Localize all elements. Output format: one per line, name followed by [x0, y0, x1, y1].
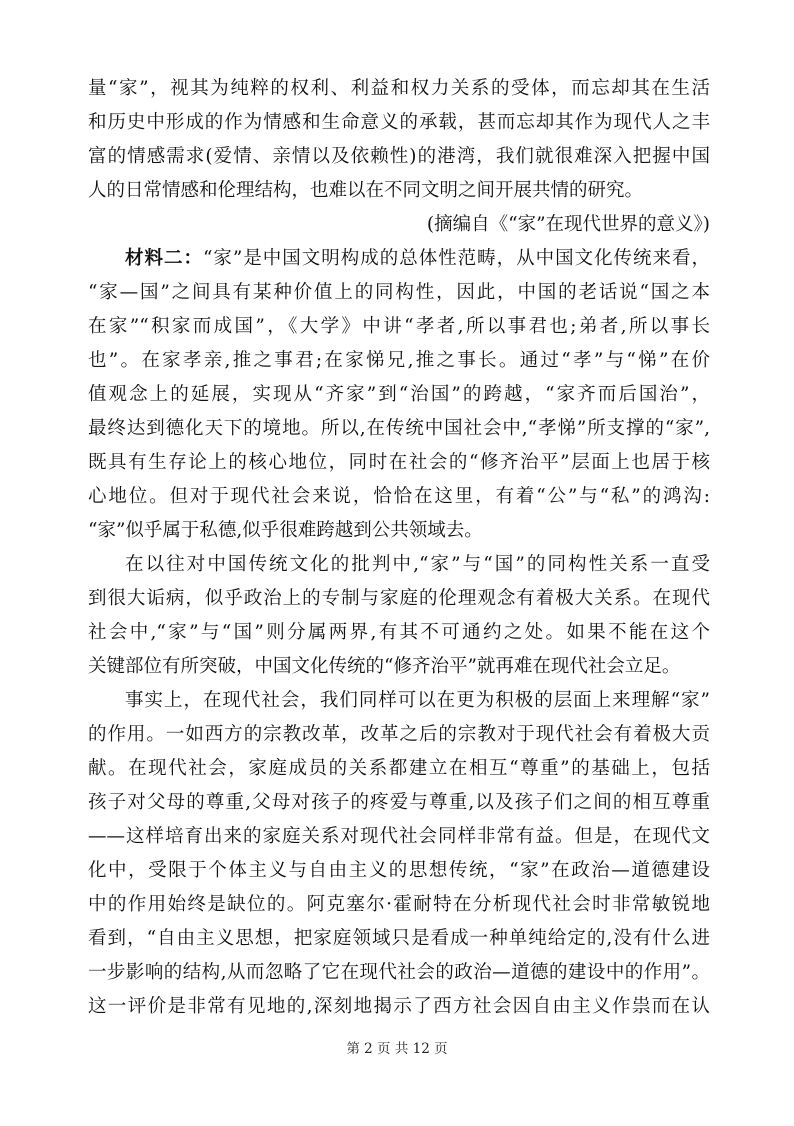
body-text [88, 72, 710, 1024]
text-line: 这一评价是非常有见地的,深刻地揭示了西方社会因自由主义作祟而在认 [88, 996, 710, 1017]
citation: (摘编自《“家”在现代世界的意义》) [426, 214, 710, 235]
material-label: 材料二： [125, 248, 203, 269]
text-line: 和历史中形成的作为情感和生命意义的承载，甚而忘却其作为现代人之丰 [88, 112, 710, 133]
text-line: 值观念上的延展，实现从“齐家”到“治国”的跨越，“家齐而后国治”， [88, 384, 710, 405]
text-line: 在以往对中国传统文化的批判中,“家”与“国”的同构性关系一直受 [125, 554, 710, 575]
text-run: “家”是中国文明构成的总体性范畴，从中国文化传统来看， [202, 248, 710, 269]
text-line: 既具有生存论上的核心地位，同时在社会的“修齐治平”层面上也居于核 [88, 452, 710, 473]
text-line: 社会中,“家”与“国”则分属两界,有其不可通约之处。如果不能在这个 [88, 622, 710, 643]
paragraph-3 [88, 548, 710, 684]
text-line: 的作用。一如西方的宗教改革，改革之后的宗教对于现代社会有着极大贡 [88, 724, 710, 745]
text-line: “家—国”之间具有某种价值上的同构性，因此，中国的老话说“国之本 [88, 282, 710, 303]
text-line: 孩子对父母的尊重,父母对孩子的疼爱与尊重,以及孩子们之间的相互尊重 [88, 792, 710, 813]
text-line: ——这样培育出来的家庭关系对现代社会同样非常有益。但是，在现代文 [88, 826, 710, 847]
text-line: 看到，“自由主义思想，把家庭领域只是看成一种单纯给定的,没有什么进 [88, 928, 710, 949]
text-line-first [88, 242, 710, 276]
text-line: 在家”“积家而成国”，《大学》中讲“孝者,所以事君也;弟者,所以事长 [88, 316, 710, 337]
text-line: “家”似乎属于私德,似乎很难跨越到公共领域去。 [88, 520, 483, 541]
text-line: 化中，受限于个体主义与自由主义的思想传统，“家”在政治—道德建设 [88, 860, 710, 881]
paragraph-4 [88, 684, 710, 1024]
text-line: 量“家”，视其为纯粹的权利、利益和权力关系的受体，而忘却其在生活 [88, 78, 710, 99]
text-line: 到很大诟病，似乎政治上的专制与家庭的伦理观念有着极大关系。在现代 [88, 588, 710, 609]
text-line: 人的日常情感和伦理结构，也难以在不同文明之间开展共情的研究。 [88, 180, 644, 201]
paragraph-1 [88, 72, 710, 208]
text-line: 最终达到德化天下的境地。所以,在传统中国社会中,“孝悌”所支撑的“家”, [88, 418, 710, 439]
text-line: 献。在现代社会，家庭成员的关系都建立在相互“尊重”的基础上，包括 [88, 758, 710, 779]
text-line: 富的情感需求(爱情、亲情以及依赖性)的港湾，我们就很难深入把握中国 [88, 146, 710, 167]
page-number: 第 2 页 共 12 页 [346, 1041, 448, 1057]
text-line: 心地位。但对于现代社会来说，恰恰在这里，有着“公”与“私”的鸿沟: [88, 486, 710, 507]
paragraph-2 [88, 242, 710, 548]
text-line: 中的作用始终是缺位的。阿克塞尔·霍耐特在分析现代社会时非常敏锐地 [88, 894, 710, 915]
text-line: 关键部位有所突破，中国文化传统的“修齐治平”就再难在现代社会立足。 [88, 656, 681, 677]
text-line: 事实上，在现代社会，我们同样可以在更为积极的层面上来理解“家” [125, 690, 710, 711]
text-line: 一步影响的结构,从而忽略了它在现代社会的政治—道德的建设中的作用”。 [88, 962, 710, 983]
text-line: 也”。在家孝亲,推之事君;在家悌兄,推之事长。通过“孝”与“悌”在价 [88, 350, 710, 371]
